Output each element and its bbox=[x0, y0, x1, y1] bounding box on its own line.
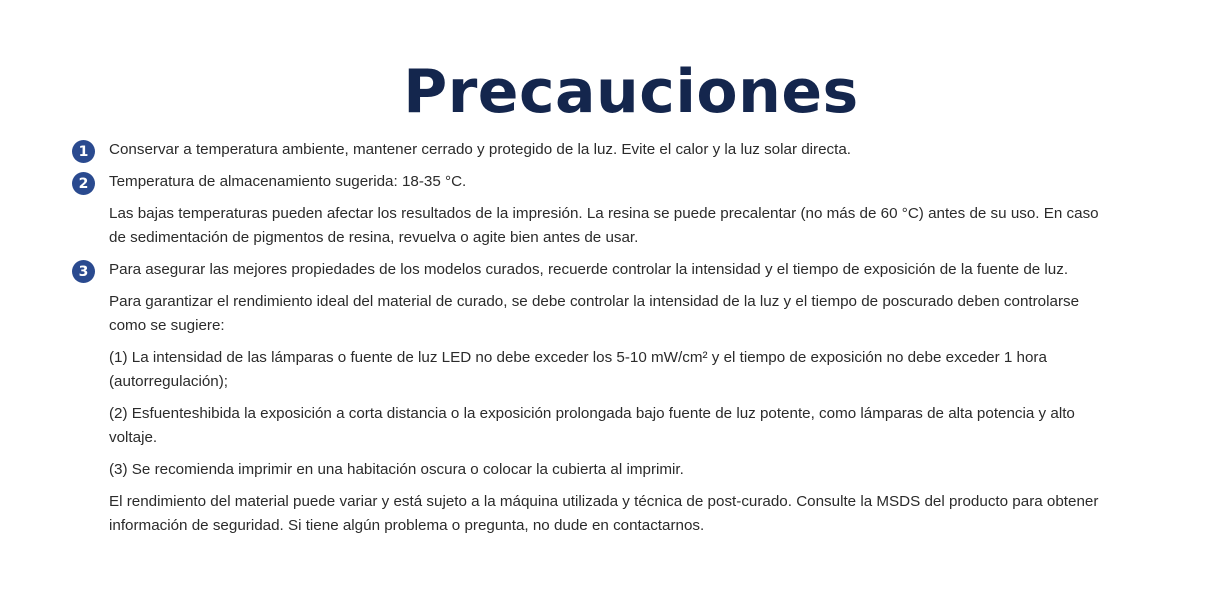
precaution-item-2 bbox=[72, 170, 1112, 250]
paragraph: (3) Se recomienda imprimir en una habitación oscura o colocar la cubierta al imprimir. bbox=[109, 461, 684, 478]
paragraph: Las bajas temperaturas pueden afectar los resultados de la impresión. La resina se puede precalentar (no más de 60 °C) antes de su uso. En caso de sedimentación de pigmentos de resina, revuelva o agite bien antes de usar. bbox=[109, 205, 1099, 246]
precautions-list bbox=[72, 138, 1112, 546]
precaution-item-1 bbox=[72, 138, 1112, 162]
paragraph: (2) Esfuenteshibida la exposición a corta distancia o la exposición prolongada bajo fuente de luz potente, como lámparas de alta potencia y alto voltaje. bbox=[109, 405, 1075, 446]
paragraph: Para garantizar el rendimiento ideal del material de curado, se debe controlar la intensidad de la luz y el tiempo de poscurado deben controlarse como se sugiere: bbox=[109, 293, 1080, 334]
paragraph: Conservar a temperatura ambiente, mantener cerrado y protegido de la luz. Evite el calor y la luz solar directa. bbox=[109, 141, 852, 158]
number-badge-icon: 1 bbox=[72, 140, 95, 163]
precaution-item-3 bbox=[72, 258, 1112, 538]
paragraph: El rendimiento del material puede variar y está sujeto a la máquina utilizada y técnica de post-curado. Consulte la MSDS del producto para obtener información de seguridad. Si tiene algún problema o pregunta, no dude en contactarnos. bbox=[109, 493, 1099, 534]
page-title: Precauciones bbox=[403, 57, 859, 127]
paragraph: Temperatura de almacenamiento sugerida: 18-35 °C. bbox=[109, 173, 467, 190]
paragraph: (1) La intensidad de las lámparas o fuente de luz LED no debe exceder los 5-10 mW/cm² y el tiempo de exposición no debe exceder 1 hora (autorregulación); bbox=[109, 349, 1047, 390]
paragraph: Para asegurar las mejores propiedades de los modelos curados, recuerde controlar la intensidad y el tiempo de exposición de la fuente de luz. bbox=[109, 261, 1069, 278]
number-badge-icon: 2 bbox=[72, 172, 95, 195]
number-badge-icon: 3 bbox=[72, 260, 95, 283]
